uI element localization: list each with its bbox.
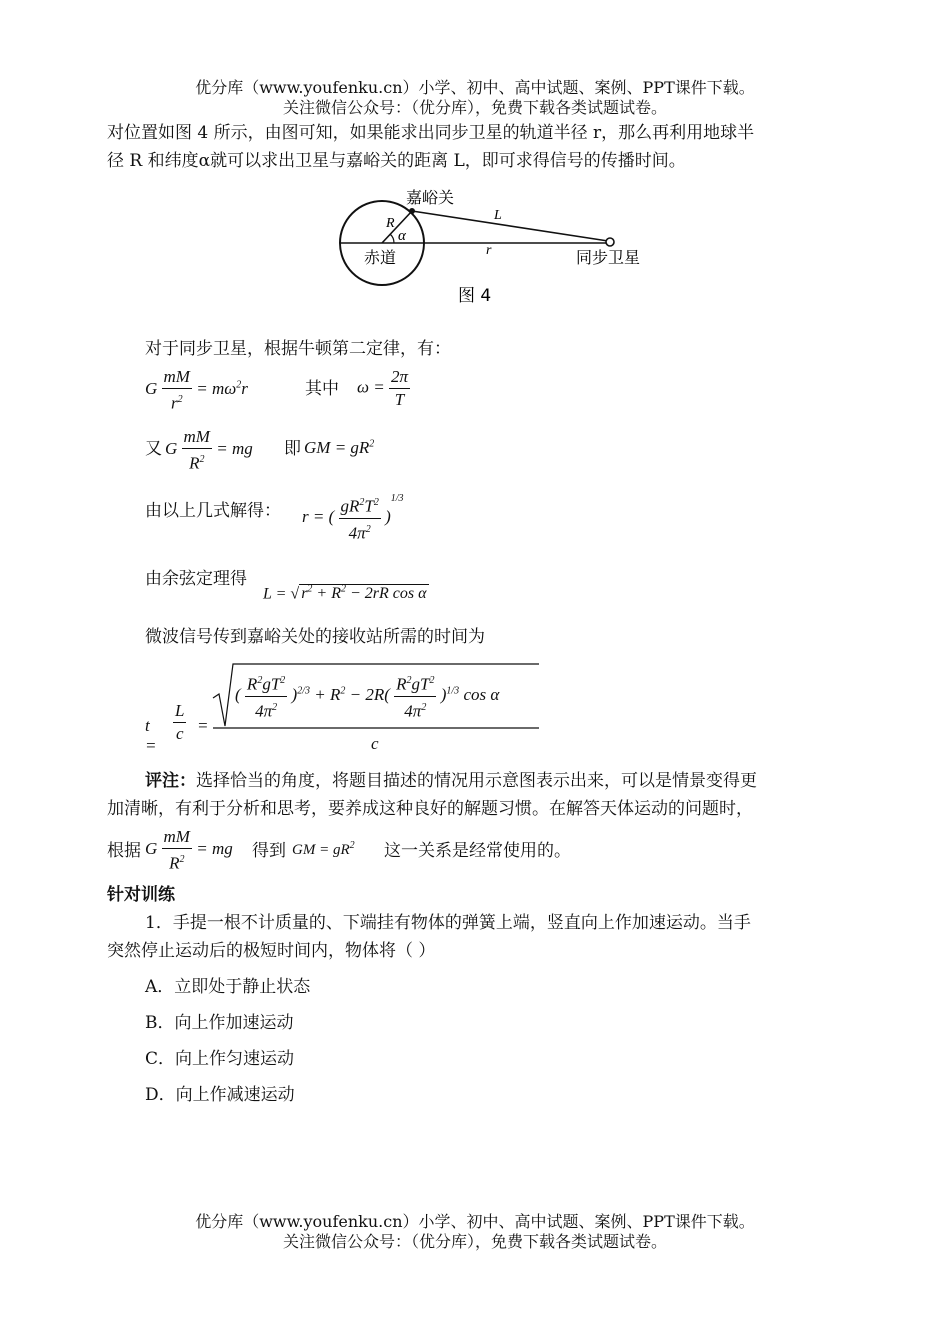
comment-line-2: 加清晰，有利于分析和思考，要养成这种良好的解题习惯。在解答天体运动的问题时， <box>107 799 753 819</box>
equation-comment-gm: GM = $gR^2$ <box>292 840 355 858</box>
label-R: R <box>386 216 395 231</box>
question-1-line-1: 1．手提一根不计质量的、下端挂有物体的弹簧上端，竖直向上作加速运动。当手 <box>145 913 751 933</box>
label-L: L <box>494 208 502 223</box>
comment-line-1: 评注：选择恰当的角度，将题目描述的情况用示意图表示出来，可以是情景变得更 <box>145 771 757 791</box>
figure-4-diagram <box>330 185 670 310</box>
newton-text: 对于同步卫星，根据牛顿第二定律，有： <box>145 339 451 359</box>
header-line-2: 关注微信公众号：（优分库），免费下载各类试题试卷。 <box>282 98 667 117</box>
comment-label: 评注： <box>145 771 196 791</box>
footer-line-1: 优分库（www.youfenku.cn）小学、初中、高中试题、案例、PPT课件下载。 <box>195 1212 755 1231</box>
label-r: r <box>486 243 492 258</box>
equation-L: L = √ $r^2 + R^2 - 2rR$ cos α <box>263 584 427 603</box>
equation-gm: GM = $gR^2$ <box>304 438 375 457</box>
satellite-icon <box>606 238 614 246</box>
question-1-line-2: 突然停止运动后的极短时间内，物体将（ ） <box>107 941 436 961</box>
time-text: 微波信号传到嘉峪关处的接收站所需的时间为 <box>145 627 485 647</box>
label-jiayuguan: 嘉峪关 <box>406 188 455 207</box>
intro-line-2: 径 R 和纬度α就可以求出卫星与嘉峪关的距离 L，即可求得信号的传播时间。 <box>107 151 686 171</box>
equation-comment: G $\frac{mM}{R^2}$ = mg <box>145 827 233 873</box>
figure-caption: 图 4 <box>458 286 492 306</box>
equation-1: G $\frac{mM}{r^2}$ = $m\omega^2r$ <box>145 367 248 413</box>
cosine-text: 由余弦定理得 <box>145 569 247 589</box>
equation-r: r = ( $\frac{gR^2T^2}{4\pi^2}$ )$^{1/3}$ <box>302 493 404 543</box>
where-text: 其中 <box>305 379 339 399</box>
option-c: C．向上作匀速运动 <box>145 1049 295 1069</box>
label-equator: 赤道 <box>364 248 397 267</box>
distance-L-line <box>412 211 608 241</box>
comment-line-3-a: 根据 <box>107 841 141 861</box>
equation-2: G $\frac{mM}{R^2}$ = mg <box>165 427 253 473</box>
also-text: 又 <box>145 439 162 459</box>
label-alpha: α <box>398 228 406 244</box>
intro-line-1: 对位置如图 4 所示，由图可知，如果能求出同步卫星的轨道半径 r，那么再利用地球半 <box>107 123 755 143</box>
jiayuguan-point <box>409 208 415 214</box>
footer-line-2: 关注微信公众号：（优分库），免费下载各类试题试卷。 <box>282 1232 667 1251</box>
header-line-1: 优分库（www.youfenku.cn）小学、初中、高中试题、案例、PPT课件下载。 <box>195 78 755 97</box>
alpha-arc <box>390 234 394 243</box>
comment-line-3-c: 这一关系是经常使用的。 <box>384 841 571 861</box>
option-b: B．向上作加速运动 <box>145 1013 294 1033</box>
equation-omega: ω = $\frac{2\pi}{T}$ <box>357 367 409 409</box>
comment-line-3-b: 得到 <box>252 841 286 861</box>
option-a: A．立即处于静止状态 <box>145 977 311 997</box>
ie-text: 即 <box>284 439 301 459</box>
training-title: 针对训练 <box>107 885 175 905</box>
label-satellite: 同步卫星 <box>576 248 641 267</box>
option-d: D．向上作减速运动 <box>145 1085 295 1105</box>
solve-text: 由以上几式解得： <box>145 501 281 521</box>
